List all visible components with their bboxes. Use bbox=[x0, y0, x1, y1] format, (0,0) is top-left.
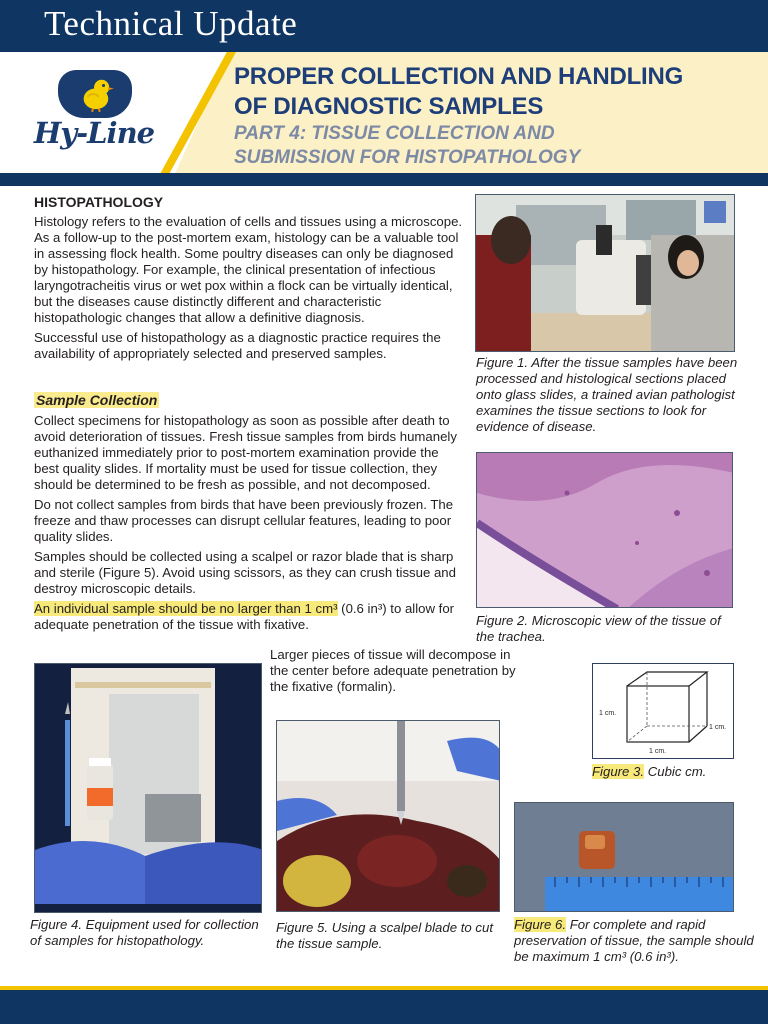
chick-icon bbox=[76, 76, 114, 112]
sample-collection-text bbox=[34, 413, 466, 637]
subtitle-line-2: SUBMISSION FOR HISTOPATHOLOGY bbox=[234, 147, 581, 168]
figure-3-text: Cubic cm. bbox=[647, 764, 707, 779]
figure-5-caption: Figure 5. Using a scalpel blade to cut the tissue sample. bbox=[276, 920, 493, 951]
sample-collection-heading: Sample Collection bbox=[36, 392, 158, 408]
sample-paragraph-1: Collect specimens for histopathology as soon as possible after death to avoid deterioration of tissues. Fresh tissue samples from birds humanely euthanized immediately prior to post-mortem examination provide the best quality slides. If mortality must be used for tissue collection, they should be determined to be fresh as possible, and not decomposed. bbox=[34, 413, 457, 492]
histopathology-heading: HISTOPATHOLOGY bbox=[34, 194, 164, 210]
sample-size-highlight: An individual sample should be no larger than 1 cm³ bbox=[34, 601, 338, 616]
title-line-1: PROPER COLLECTION AND HANDLING bbox=[234, 63, 684, 90]
figure-6-photo bbox=[514, 802, 734, 912]
sample-size-inches: (0.6 in³) bbox=[341, 601, 387, 616]
figure-6-caption bbox=[514, 917, 754, 965]
sample-size-sentence bbox=[34, 601, 466, 633]
figure-6-label: Figure 6. bbox=[514, 917, 567, 932]
brand-wordmark: Hy-Line bbox=[33, 116, 155, 150]
footer-bar bbox=[0, 990, 768, 1024]
figure-2-caption: Figure 2. Microscopic view of the tissue of the trachea. bbox=[476, 613, 721, 644]
tissue-sample-ruler-image bbox=[515, 803, 734, 912]
microscope-lab-image bbox=[476, 195, 735, 352]
cube-label-depth: 1 cm. bbox=[709, 724, 727, 731]
cube-label-width: 1 cm. bbox=[649, 748, 667, 755]
sample-continuation-text: Larger pieces of tissue will decompose in the center before adequate penetration by the fixative (formalin). bbox=[270, 647, 516, 694]
scalpel-cutting-image bbox=[277, 721, 500, 912]
title-line-2: OF DIAGNOSTIC SAMPLES bbox=[234, 93, 544, 120]
histopathology-paragraph-1: Histology refers to the evaluation of cells and tissues using a microscope. As a follow-up to the post-mortem exam, histology can be a valuable tool in assessing flock health. Some poultry diseases can only be diagnosed by histopathology. For example, the clinical presentation of infectious laryngotracheitis virus or wet pox within a flock can be virtually identical, but the diseases cause distinctly different and characteristic histopathologic changes that allow a definitive diagnosis. bbox=[34, 214, 463, 325]
header-bar bbox=[0, 0, 768, 52]
subtitle-line-1: PART 4: TISSUE COLLECTION AND bbox=[234, 123, 555, 144]
hy-line-logo bbox=[24, 66, 164, 156]
histopathology-paragraph-2: Successful use of histopathology as a diagnostic practice requires the availability of appropriately selected and preserved samples. bbox=[34, 330, 441, 361]
page-subtitle bbox=[234, 122, 754, 170]
figure-3-caption bbox=[592, 764, 752, 780]
sampling-equipment-image bbox=[35, 664, 262, 913]
histopathology-text bbox=[34, 214, 466, 366]
sample-size-ending: to allow for adequate penetration of the tissue with fixative. bbox=[34, 601, 455, 632]
header-rule bbox=[0, 173, 768, 186]
figure-3-cube-diagram bbox=[592, 663, 734, 759]
figure-1-photo bbox=[475, 194, 735, 352]
figure-2-photo bbox=[476, 452, 733, 608]
sample-paragraph-3: Samples should be collected using a scalpel or razor blade that is sharp and sterile (Figure 5). Avoid using scissors, as they can crush tissue and destroy microscopic details. bbox=[34, 549, 456, 596]
section-label: Technical Update bbox=[44, 4, 298, 43]
figure-1-caption: Figure 1. After the tissue samples have been processed and histological sections placed onto glass slides, a trained avian pathologist examines the tissue sections to look for evidence of disease. bbox=[476, 355, 738, 434]
figure-4-photo bbox=[34, 663, 262, 913]
sample-paragraph-2: Do not collect samples from birds that have been previously frozen. The freeze and thaw processes can disrupt cellular features, leading to poor quality slides. bbox=[34, 497, 454, 544]
figure-3-label: Figure 3. bbox=[592, 764, 645, 779]
figure-4-caption: Figure 4. Equipment used for collection of samples for histopathology. bbox=[30, 917, 259, 948]
figure-6-text: For complete and rapid preservation of tissue, the sample should be maximum 1 cm³ (0.6 in³). bbox=[514, 917, 754, 964]
cube-label-height: 1 cm. bbox=[599, 710, 617, 717]
trachea-micrograph-image bbox=[477, 453, 733, 608]
page-title bbox=[234, 62, 754, 122]
figure-5-photo bbox=[276, 720, 500, 912]
